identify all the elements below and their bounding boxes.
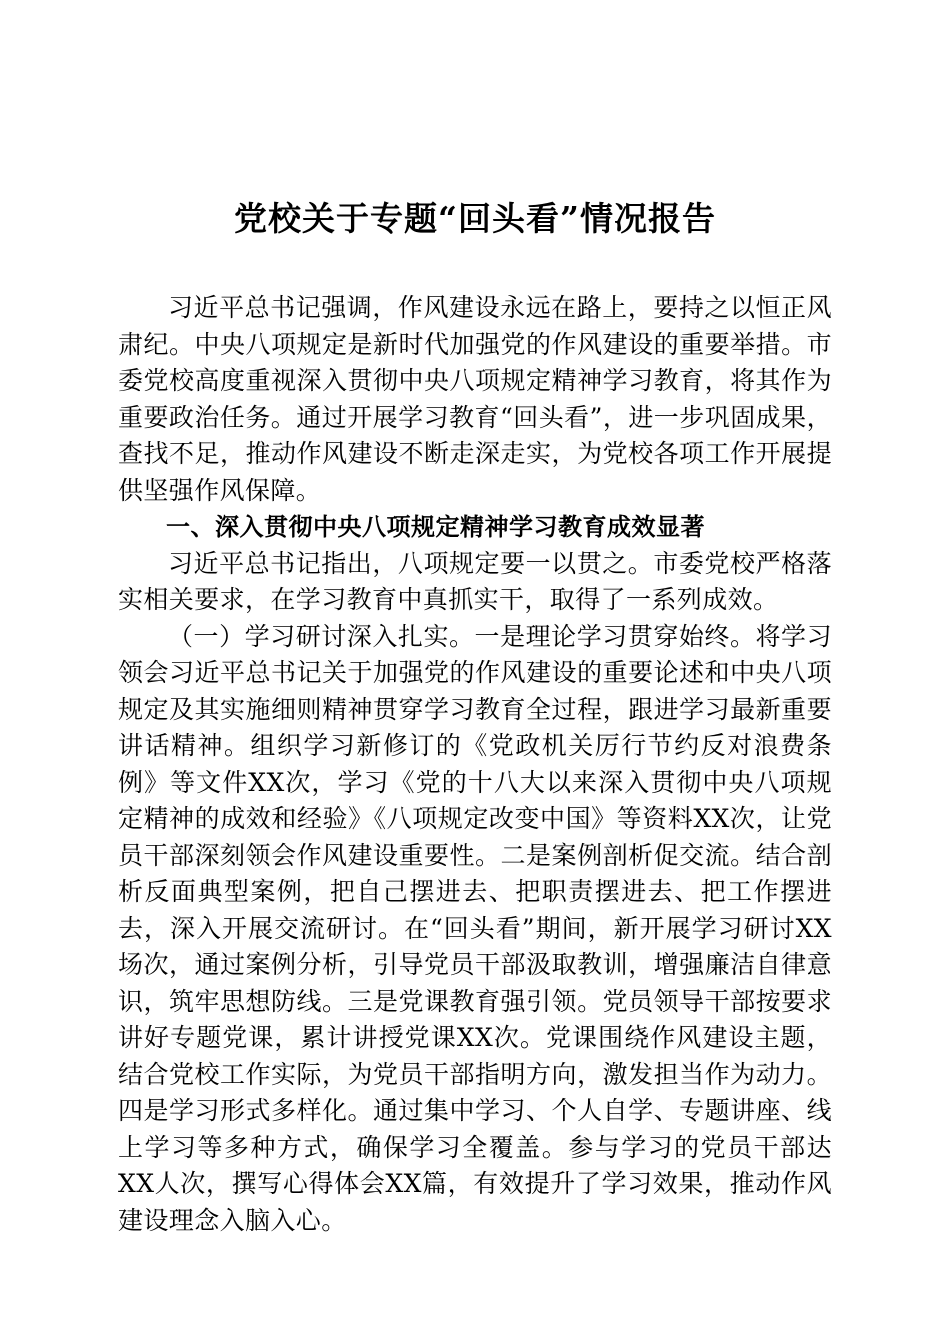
section-1-intro-paragraph: 习近平总书记指出，八项规定要一以贯之。市委党校严格落实相关要求，在学习教育中真抓实干，取得了一系列成效。 — [118, 548, 832, 614]
document-body — [118, 290, 832, 1239]
intro-paragraph: 习近平总书记强调，作风建设永远在路上，要持之以恒正风肃纪。中央八项规定是新时代加强党的作风建设的重要举措。市委党校高度重视深入贯彻中央八项规定精神学习教育，将其作为重要政治任务。通过开展学习教育“回头看”，进一步巩固成果，查找不足，推动作风建设不断走深走实，为党校各项工作开展提供坚强作风保障。 — [118, 293, 832, 505]
document-title: 党校关于专题“回头看”情况报告 — [234, 199, 716, 238]
subsection-1-paragraph: （一）学习研讨深入扎实。一是理论学习贯穿始终。将学习领会习近平总书记关于加强党的作风建设的重要论述和中央八项规定及其实施细则精神贯穿学习教育全过程，跟进学习最新重要讲话精神。组织学习新修订的《党政机关厉行节约反对浪费条例》等文件XX次，学习《党的十八大以来深入贯彻中央八项规定精神的成效和经验》《八项规定改变中国》等资料XX次，让党员干部深刻领会作风建设重要性。二是案例剖析促交流。结合剖析反面典型案例，把自己摆进去、把职责摆进去、把工作摆进去，深入开展交流研讨。在“回头看”期间，新开展学习研讨XX场次，通过案例分析，引导党员干部汲取教训，增强廉洁自律意识，筑牢思想防线。三是党课教育强引领。党员领导干部按要求讲好专题党课，累计讲授党课XX次。党课围绕作风建设主题，结合党校工作实际，为党员干部指明方向，激发担当作为动力。四是学习形式多样化。通过集中学习、个人自学、专题讲座、线上学习等多种方式，确保学习全覆盖。参与学习的党员干部达XX人次，撰写心得体会XX篇，有效提升了学习效果，推动作风建设理念入脑入心。 — [118, 621, 832, 1235]
section-heading-1: 一、深入贯彻中央八项规定精神学习教育成效显著 — [166, 513, 705, 541]
